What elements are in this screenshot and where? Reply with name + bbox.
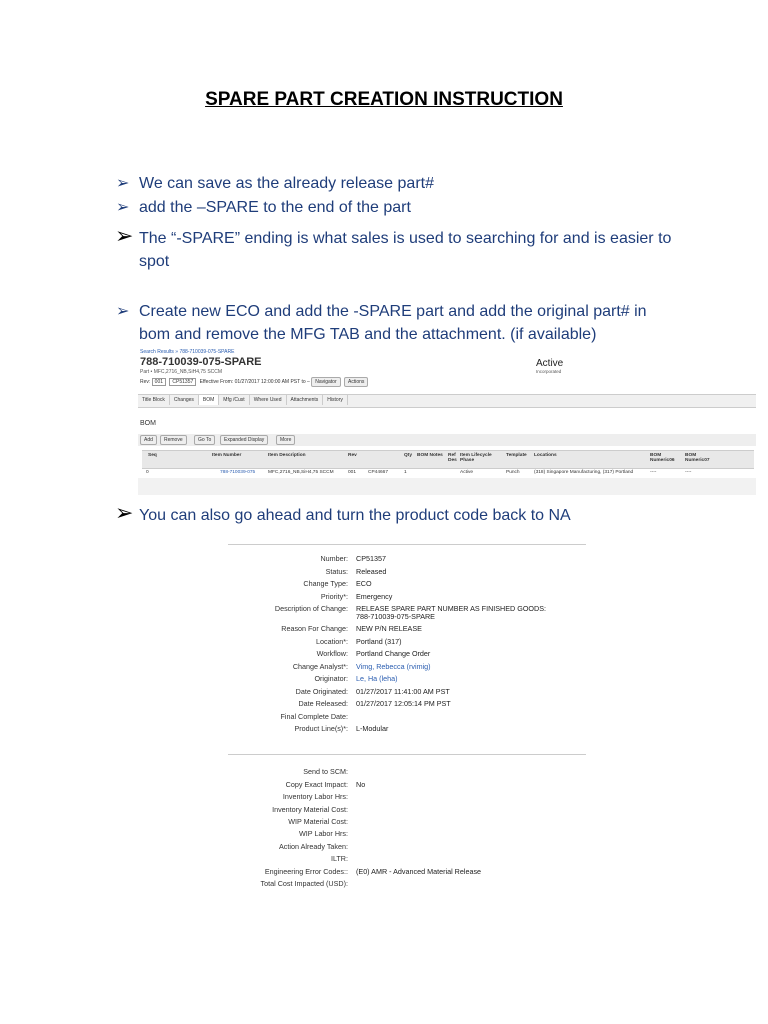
label-reason: Reason For Change: (281, 624, 348, 633)
label-final-complete-date: Final Complete Date: (280, 712, 348, 721)
label-product-lines: Product Line(s)*: (294, 724, 348, 733)
cell-qty: 1 (404, 470, 407, 475)
value-engineering-error-codes: (E0) AMR - Advanced Material Release (356, 867, 482, 876)
label-date-released: Date Released: (298, 699, 348, 708)
bullet-item (116, 196, 676, 219)
label-iltr: ILTR: (330, 854, 348, 863)
value-location: Portland (317) (356, 637, 402, 646)
bullet-text: We can save as the already release part# (139, 175, 434, 192)
divider (228, 754, 586, 755)
label-engineering-error-codes: Engineering Error Codes:: (264, 867, 348, 876)
table-footer (138, 478, 756, 495)
actions-button[interactable]: Actions (344, 377, 368, 387)
arrow-bullet-icon: ➢ (115, 223, 134, 248)
bullet-item (116, 300, 676, 346)
divider (228, 544, 586, 545)
cell-seq: 0 (146, 470, 149, 475)
col-item-description[interactable]: Item Description (268, 453, 306, 458)
cell-template: Punch (506, 470, 520, 475)
value-priority: Emergency (356, 592, 393, 601)
value-date-originated: 01/27/2017 11:41:00 AM PST (356, 687, 450, 696)
status-sub: Incorporated (536, 369, 562, 374)
arrow-bullet-icon: ➢ (116, 199, 130, 216)
tab-changes[interactable]: Changes (170, 395, 199, 405)
part-description: Part • MFC,2716_NB,SiH4,75 SCCM (140, 369, 223, 375)
cell-eco: CP44667 (368, 470, 389, 475)
item-page-screenshot (138, 347, 756, 495)
label-number: Number: (320, 554, 348, 563)
breadcrumb[interactable]: Search Results » 788-710039-075-SPARE (140, 349, 235, 355)
bom-section-label: BOM (140, 420, 156, 427)
tab-attachments[interactable]: Attachments (287, 395, 324, 405)
cell-description: MFC,2716_NB,SiH4,75 SCCM (268, 470, 334, 475)
arrow-bullet-icon: ➢ (115, 500, 134, 525)
cell-numeric06: ---- (650, 470, 657, 475)
revision-bar (140, 377, 370, 387)
label-location: Location*: (316, 637, 348, 646)
col-bom-numeric07[interactable]: BOM Numeric07 (685, 453, 710, 463)
label-wip-material: WIP Material Cost: (288, 817, 348, 826)
item-number-heading: 788-710039-075-SPARE (140, 356, 262, 368)
lifecycle-status: Active (536, 358, 564, 369)
label-send-to-scm: Send to SCM: (303, 767, 348, 776)
bullet-item (115, 500, 676, 527)
bullet-item (116, 172, 676, 195)
col-qty[interactable]: Qty (404, 453, 412, 458)
rev-label: Rev: (140, 379, 151, 385)
col-item-number[interactable]: Item Number (212, 453, 242, 458)
cell-phase: Active (460, 470, 474, 475)
label-wip-labor: WIP Labor Hrs: (299, 829, 348, 838)
value-product-lines: L-Modular (356, 724, 389, 733)
value-reason: NEW P/N RELEASE (356, 624, 422, 633)
value-change-analyst[interactable]: Vimg, Rebecca (rvimig) (356, 662, 431, 671)
bullet-text: add the –SPARE to the end of the part (139, 199, 411, 216)
tab-history[interactable]: History (323, 395, 348, 405)
label-originator: Originator: (314, 674, 348, 683)
col-ref-des[interactable]: Ref Des (448, 453, 457, 463)
value-description: RELEASE SPARE PART NUMBER AS FINISHED GOODS: (356, 604, 546, 613)
bullet-text: The “-SPARE” ending is what sales is used to searching for and is easier to spot (139, 230, 672, 270)
value-change-type: ECO (356, 579, 372, 588)
bullet-text: You can also go ahead and turn the product code back to NA (139, 507, 571, 524)
tab-title-block[interactable]: Title Block (138, 395, 170, 405)
add-button[interactable]: Add (140, 435, 157, 445)
value-originator[interactable]: Le, Ha (leha) (356, 674, 398, 683)
tab-where-used[interactable]: Where Used (250, 395, 287, 405)
col-bom-notes[interactable]: BOM Notes (417, 453, 443, 458)
tab-bar (138, 394, 756, 408)
col-bom-numeric06[interactable]: BOM Numeric06 (650, 453, 675, 463)
remove-button[interactable]: Remove (160, 435, 187, 445)
col-seq[interactable]: Seq (148, 453, 157, 458)
bom-toolbar (138, 434, 756, 446)
label-workflow: Workflow: (316, 649, 348, 658)
value-status: Released (356, 567, 387, 576)
label-date-originated: Date Originated: (295, 687, 348, 696)
label-status: Status: (325, 567, 348, 576)
rev-select[interactable]: 001 (152, 378, 166, 386)
value-number: CP51357 (356, 554, 386, 563)
cell-item-number[interactable]: 788-710039-075 (220, 470, 256, 475)
more-button[interactable]: More (276, 435, 295, 445)
label-description: Description of Change: (274, 604, 348, 613)
effective-from: Effective From: 01/27/2017 12:00:00 AM PST to – (199, 379, 310, 385)
tab-mfg-cust[interactable]: Mfg /Cust (219, 395, 249, 405)
arrow-bullet-icon: ➢ (116, 175, 130, 192)
bom-table-header (142, 450, 754, 469)
bullet-item (115, 223, 676, 273)
value-description-line2: 788-710039-075-SPARE (356, 612, 435, 621)
cell-numeric07: ---- (685, 470, 692, 475)
label-action-taken: Action Already Taken: (279, 842, 348, 851)
col-lifecycle[interactable]: Item Lifecycle Phase (460, 453, 492, 463)
label-copy-exact: Copy Exact Impact: (285, 780, 348, 789)
bullet-text: Create new ECO and add the -SPARE part and add the original part# in bom and remove the MFG TAB and the attachment. (if available) (139, 303, 647, 343)
tab-bom[interactable]: BOM (199, 395, 219, 405)
label-total-cost: Total Cost Impacted (USD): (260, 879, 348, 888)
col-template[interactable]: Template (506, 453, 527, 458)
navigator-button[interactable]: Navigator (311, 377, 340, 387)
label-change-type: Change Type: (303, 579, 348, 588)
cell-locations: (318) Singapore Manufacturing, (317) Portland (534, 470, 634, 475)
label-change-analyst: Change Analyst*: (292, 662, 348, 671)
cell-rev: 001 (348, 470, 357, 475)
document-title: SPARE PART CREATION INSTRUCTION (205, 89, 563, 110)
value-copy-exact: No (356, 780, 366, 789)
goto-button[interactable]: Go To (194, 435, 215, 445)
arrow-bullet-icon: ➢ (116, 303, 130, 320)
label-priority: Priority*: (320, 592, 348, 601)
label-inventory-material: Inventory Material Cost: (272, 805, 348, 814)
col-rev[interactable]: Rev (348, 453, 357, 458)
label-inventory-labor: Inventory Labor Hrs: (282, 792, 348, 801)
value-date-released: 01/27/2017 12:05:14 PM PST (356, 699, 451, 708)
expanded-display-button[interactable]: Expanded Display (220, 435, 268, 445)
value-workflow: Portland Change Order (356, 649, 431, 658)
col-locations[interactable]: Locations (534, 453, 557, 458)
eco-select[interactable]: CP51357 (169, 378, 196, 386)
